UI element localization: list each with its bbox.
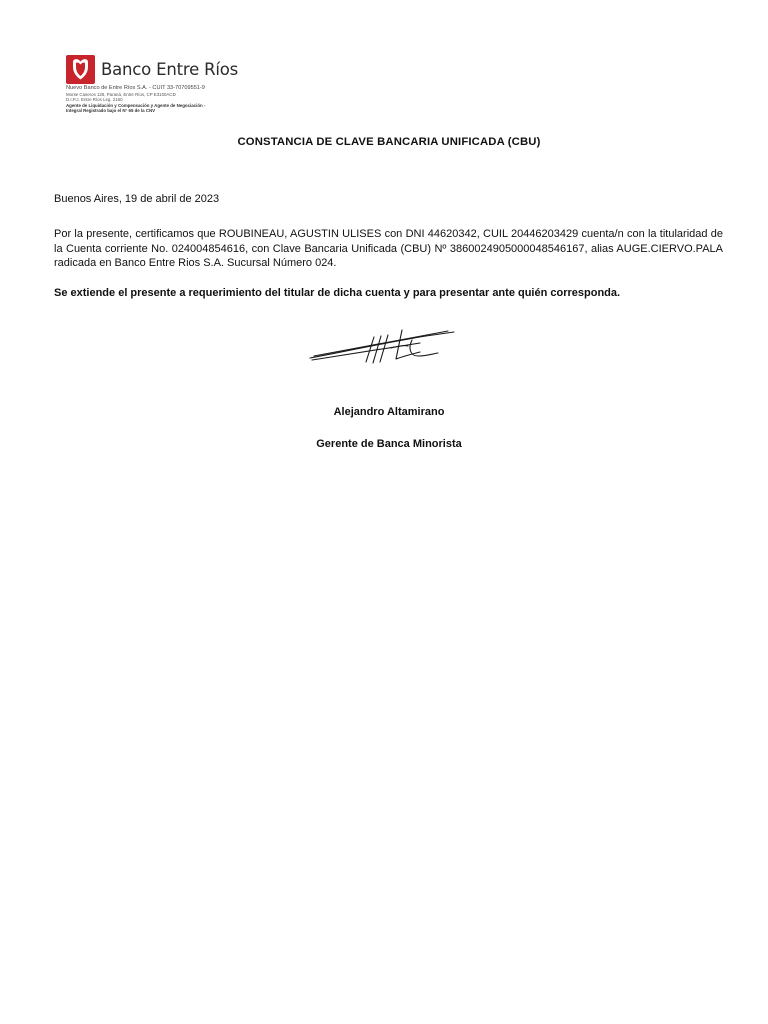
bank-logo-icon <box>66 55 95 84</box>
company-registry-line: D.I.P.J. Entre Ríos Leg. 2160 <box>66 97 123 103</box>
company-agent-line: Agente de Liquidación y Compensación y Agente de Negociación - <box>66 102 206 108</box>
letterhead <box>66 54 286 114</box>
company-address-line: Monte Caseros 128, Paraná, Entre Ríos, CP E3100ACD <box>66 92 176 97</box>
company-cnv-line: Integral Registrado bajo el N° 65 de la CNV <box>66 108 156 114</box>
company-legal-line: Nuevo Banco de Entre Ríos S.A. - CUIT 33-70709551-9 <box>66 85 205 91</box>
signatory-name: Alejandro Altamirano <box>333 406 445 418</box>
brand-row <box>66 54 286 84</box>
extension-statement: Se extiende el presente a requerimiento del titular de dicha cuenta y para presentar ante quién corresponda. <box>54 287 621 299</box>
place-date: Buenos Aires, 19 de abril de 2023 <box>54 193 220 205</box>
document-title: CONSTANCIA DE CLAVE BANCARIA UNIFICADA (CBU) <box>237 136 541 148</box>
signatory-role: Gerente de Banca Minorista <box>316 438 462 450</box>
handwritten-signature <box>308 326 458 366</box>
company-info <box>66 85 286 114</box>
brand-name: Banco Entre Ríos <box>101 59 239 79</box>
certification-paragraph: Por la presente, certificamos que ROUBINEAU, AGUSTIN ULISES con DNI 44620342, CUIL 20446203429 cuenta/n con la titularidad de la Cuenta corriente No. 024004854616, con Clave Bancaria Unificada (CBU) Nº 3860024905000048546167, alias AUGE.CIERVO.PALA radicada en Banco Entre Rios S.A. Sucursal Número 024. <box>54 228 723 269</box>
